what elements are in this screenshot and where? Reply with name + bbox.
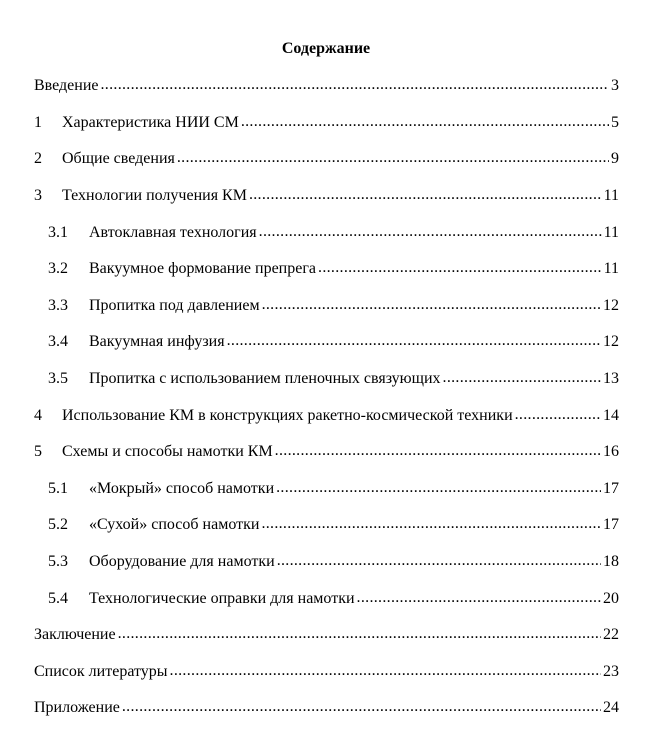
toc-entry[interactable] (0, 214, 652, 251)
toc-entry-number: 3.4 (48, 333, 68, 351)
toc-dot-leader (259, 223, 602, 243)
toc-entry-label: Вакуумная инфузия (89, 333, 225, 351)
toc-entry[interactable] (0, 361, 652, 398)
toc-entry-label: Заключение (34, 626, 116, 644)
toc-entry-number: 3.1 (48, 223, 68, 241)
toc-entry[interactable] (0, 141, 652, 178)
toc-entry[interactable] (0, 580, 652, 617)
toc-dot-leader (118, 625, 601, 645)
toc-dot-leader (227, 332, 601, 352)
toc-dot-leader (357, 589, 601, 609)
toc-title: Содержание (281, 40, 371, 57)
toc-entry-label: Автоклавная технология (89, 223, 257, 241)
toc-dot-leader (122, 698, 601, 718)
toc-entry-page: 14 (603, 406, 619, 424)
toc-dot-leader (318, 259, 602, 279)
toc-entry-number: 5.3 (48, 553, 68, 571)
toc-entry[interactable] (0, 397, 652, 434)
toc-dot-leader (276, 479, 601, 499)
toc-entry[interactable] (0, 690, 652, 727)
toc-entry[interactable] (0, 471, 652, 508)
toc-entry[interactable] (0, 178, 652, 215)
toc-entry-number: 5 (34, 443, 42, 461)
toc-dot-leader (262, 296, 601, 316)
toc-entry-label: Список литературы (34, 662, 168, 680)
toc-entry-label: Введение (34, 77, 99, 95)
toc-dot-leader (515, 406, 601, 426)
toc-entry-label: Вакуумное формование препрега (89, 260, 317, 278)
toc-entry-page: 23 (603, 662, 619, 680)
toc-entry[interactable] (0, 324, 652, 361)
toc-entry[interactable] (0, 68, 652, 105)
toc-dot-leader (275, 442, 601, 462)
toc-entry-number: 5.2 (48, 516, 68, 534)
toc-entry-page: 3 (611, 77, 619, 95)
toc-entry-number: 4 (34, 406, 42, 424)
toc-dot-leader (177, 149, 609, 169)
toc-dot-leader (443, 369, 601, 389)
toc-entry-page: 18 (603, 553, 619, 571)
toc-entry-page: 24 (603, 699, 619, 717)
toc-dot-leader (101, 76, 610, 96)
toc-entry-label: Технологические оправки для намотки (89, 589, 355, 607)
toc-entry-number: 5.4 (48, 589, 68, 607)
toc-entry-label: Пропитка под давлением (89, 296, 260, 314)
toc-entry-page: 12 (603, 333, 619, 351)
toc-entry-page: 11 (603, 223, 619, 241)
toc-entry-number: 3.2 (48, 260, 68, 278)
toc-dot-leader (277, 552, 601, 572)
toc-entry-page: 11 (603, 187, 619, 205)
toc-entry-number: 3 (34, 187, 42, 205)
toc-entry-page: 9 (611, 150, 619, 168)
toc-entry-number: 3.3 (48, 296, 68, 314)
toc-list (0, 68, 652, 727)
toc-entry-label: Приложение (34, 699, 120, 717)
toc-entry-label: Характеристика НИИ СМ (62, 113, 239, 131)
toc-entry[interactable] (0, 507, 652, 544)
toc-entry-label: Технологии получения КМ (62, 187, 247, 205)
toc-entry-page: 12 (603, 296, 619, 314)
toc-entry-label: «Мокрый» способ намотки (89, 479, 275, 497)
toc-entry[interactable] (0, 251, 652, 288)
toc-entry[interactable] (0, 617, 652, 654)
toc-entry-page: 5 (611, 113, 619, 131)
toc-entry-label: Пропитка с использованием пленочных связующих (89, 370, 441, 388)
toc-entry-number: 3.5 (48, 370, 68, 388)
toc-entry[interactable] (0, 288, 652, 325)
toc-entry-label: Общие сведения (62, 150, 175, 168)
toc-entry-page: 17 (603, 479, 619, 497)
toc-entry-page: 22 (603, 626, 619, 644)
toc-entry-page: 11 (603, 260, 619, 278)
toc-entry-page: 17 (603, 516, 619, 534)
toc-entry-label: «Сухой» способ намотки (89, 516, 260, 534)
toc-entry-number: 5.1 (48, 479, 68, 497)
toc-dot-leader (261, 515, 601, 535)
toc-entry-page: 16 (603, 443, 619, 461)
toc-entry[interactable] (0, 654, 652, 691)
toc-entry[interactable] (0, 544, 652, 581)
toc-entry[interactable] (0, 434, 652, 471)
toc-entry-label: Использование КМ в конструкциях ракетно-космической техники (62, 406, 513, 424)
toc-entry-page: 13 (603, 370, 619, 388)
toc-entry-label: Оборудование для намотки (89, 553, 275, 571)
toc-entry[interactable] (0, 105, 652, 142)
toc-dot-leader (249, 186, 602, 206)
toc-dot-leader (241, 113, 609, 133)
toc-entry-page: 20 (603, 589, 619, 607)
toc-entry-label: Схемы и способы намотки КМ (62, 443, 273, 461)
toc-dot-leader (170, 662, 601, 682)
toc-entry-number: 1 (34, 113, 42, 131)
toc-entry-number: 2 (34, 150, 42, 168)
